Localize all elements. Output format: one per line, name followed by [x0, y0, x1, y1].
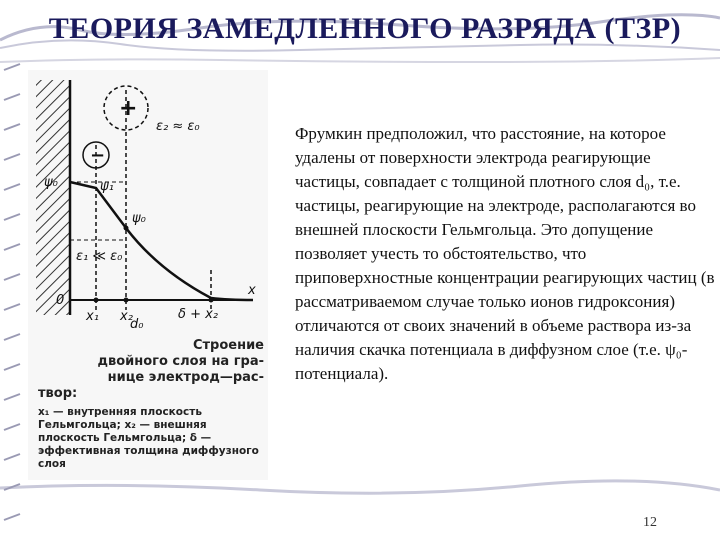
delta-x2-label: δ + x₂ [178, 307, 219, 322]
caption-title-line-1: Строение [192, 338, 264, 353]
zero-label: 0 [56, 293, 65, 308]
eps1-label: ε₁ ≪ ε₀ [76, 249, 123, 264]
x2-point [124, 298, 129, 303]
spiral-binding [0, 60, 26, 540]
caption-title-line-2: двойного слоя на гра- [97, 354, 264, 369]
x2-label: x₂ [120, 309, 133, 324]
psi1-label: ψ₁ [100, 179, 114, 194]
double-layer-diagram [28, 70, 268, 330]
potential-curve [70, 182, 253, 300]
x-axis-label: x [248, 283, 256, 298]
eps2-label: ε₂ ≈ ε₀ [156, 119, 200, 134]
psi0-curve-label: ψ₀ [132, 211, 146, 226]
d0-label: d₀ [130, 317, 144, 330]
figure-caption [38, 338, 264, 471]
minus-label: − [90, 145, 106, 166]
caption-body: x₁ — внутренняя плоскость Гельмгольца; x₂ — внешняя плоскость Гельмгольца; δ — эффективная толщина диффузного слоя [38, 406, 259, 470]
delta-point [209, 298, 214, 303]
caption-title-line-4: твор: [38, 386, 78, 401]
x1-label: x₁ [86, 309, 99, 324]
x2-curve-point [124, 226, 129, 231]
bottom-decorative-stroke [0, 478, 720, 508]
psi0-axis-label: ψ₀ [44, 175, 58, 190]
page-number: 12 [643, 515, 657, 530]
caption-title-line-3: нице электрод—рас- [107, 370, 264, 385]
slide-title: ТЕОРИЯ ЗАМЕДЛЕННОГО РАЗРЯДА (ТЗР) [48, 12, 682, 45]
double-layer-figure [28, 70, 268, 480]
plus-label: + [119, 96, 138, 121]
x1-point [94, 298, 99, 303]
main-paragraph: Фрумкин предположил, что расстояние, на которое удалены от поверхности электрода реагирующие частицы, совпадает с толщиной плотного слоя d₀, т.е. частицы, реагирующие на электроде, располагаются во внешней плоскости Гельмгольца. Это допущение позволяет учесть то обстоятельство, что приповерхностные концентрации реагирующих частиц (в рассматриваемом случае только ионов гидроксония) отличаются от своих значений в объеме раствора из-за наличия скачка потенциала в диффузном слое (т.е. ψ₀-потенциала). [295, 124, 715, 383]
electrode-hatching [36, 80, 70, 315]
